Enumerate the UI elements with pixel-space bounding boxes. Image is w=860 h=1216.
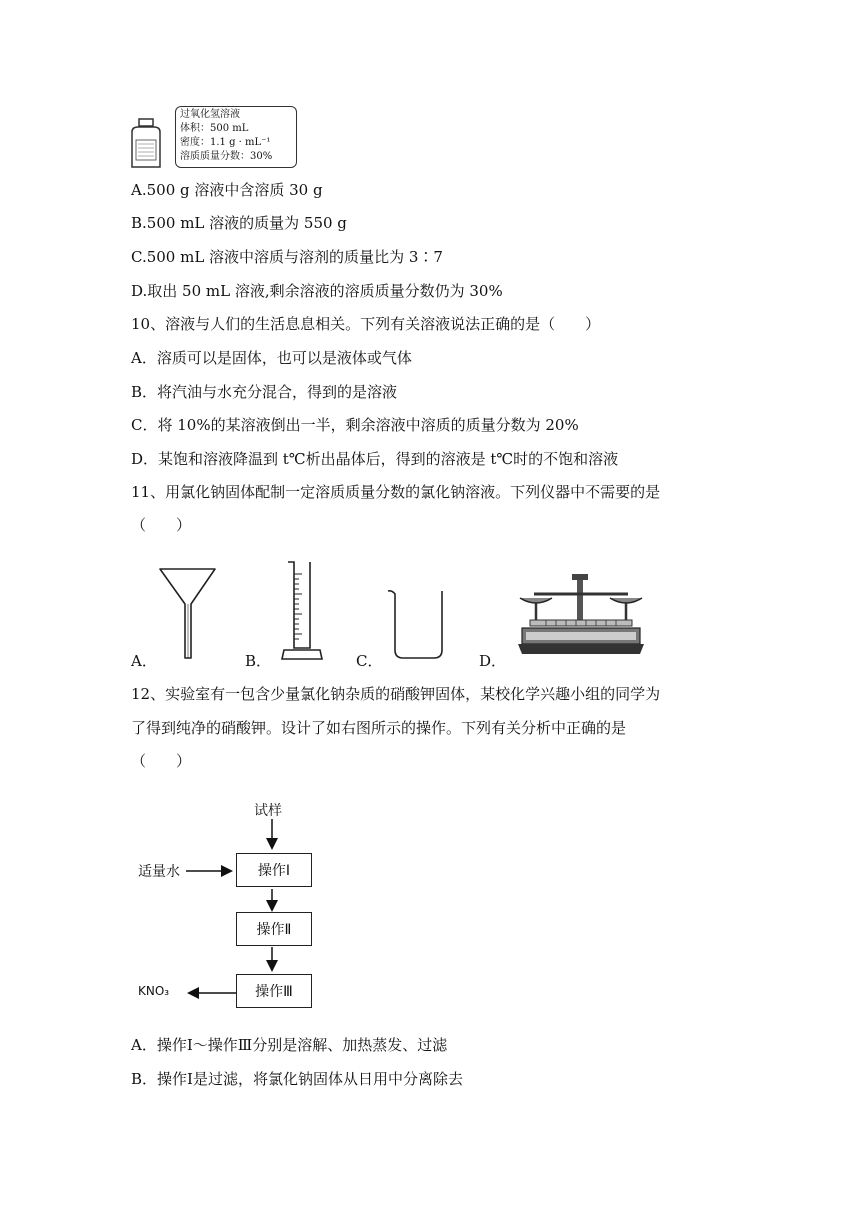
label-volume: 体积：500 mL [180, 123, 249, 134]
balance-scale-icon [516, 570, 646, 658]
q11-letter-d: D． [479, 652, 507, 670]
q11-letter-c: C． [356, 652, 383, 670]
q12-stem-line1: 12、实验室有一包含少量氯化钠杂质的硝酸钾固体，某校化学兴趣小组的同学为 [131, 685, 661, 703]
q11-letter-b: B． [245, 652, 272, 670]
q11-letter-a: A． [131, 652, 157, 670]
flow-sample-label: 试样 [254, 803, 282, 819]
q12-option-b: B．操作Ⅰ是过滤，将氯化钠固体从日用中分离除去 [131, 1070, 463, 1088]
q11-stem-line2: （ ） [131, 516, 192, 534]
bottle-icon [128, 118, 164, 170]
flow-op3-box: 操作Ⅲ [236, 974, 312, 1008]
q10-stem: 10、溶液与人们的生活息息相关。下列有关溶液说法正确的是（ ） [131, 315, 601, 333]
q12-stem-line2: 了得到纯净的硝酸钾。设计了如右图所示的操作。下列有关分析中正确的是 [131, 719, 627, 737]
flow-op2-box: 操作Ⅱ [236, 912, 312, 946]
q12-stem-line3: （ ） [131, 752, 192, 770]
flow-op1-box: 操作Ⅰ [236, 853, 312, 887]
label-name: 过氧化氢溶液 [180, 109, 240, 120]
q9-option-a: A.500 g 溶液中含溶质 30 g [131, 181, 323, 199]
label-density: 密度：1.1 g · mL⁻¹ [180, 137, 271, 148]
q9-option-d: D.取出 50 mL 溶液,剩余溶液的溶质质量分数仍为 30% [131, 282, 503, 300]
graduated-cylinder-icon [280, 560, 324, 662]
q10-option-d: D．某饱和溶液降温到 t℃析出晶体后，得到的溶液是 t℃时的不饱和溶液 [131, 450, 619, 468]
label-fraction: 溶质质量分数：30% [180, 151, 273, 162]
q10-option-c: C．将 10%的某溶液倒出一半，剩余溶液中溶质的质量分数为 20% [131, 416, 579, 434]
flow-product-label: KNO₃ [138, 984, 170, 998]
beaker-icon [386, 588, 450, 660]
flow-water-label: 适量水 [138, 864, 180, 880]
q9-option-c: C.500 mL 溶液中溶质与溶剂的质量比为 3∶7 [131, 248, 443, 266]
funnel-icon [158, 566, 218, 662]
q10-option-b: B．将汽油与水充分混合，得到的是溶液 [131, 383, 398, 401]
bottle-label [175, 106, 297, 168]
q12-option-a: A．操作Ⅰ～操作Ⅲ分别是溶解、加热蒸发、过滤 [131, 1036, 448, 1054]
q11-stem-line1: 11、用氯化钠固体配制一定溶质质量分数的氯化钠溶液。下列仪器中不需要的是 [131, 483, 661, 501]
q9-option-b: B.500 mL 溶液的质量为 550 g [131, 214, 347, 232]
q10-option-a: A．溶质可以是固体，也可以是液体或气体 [131, 349, 412, 367]
